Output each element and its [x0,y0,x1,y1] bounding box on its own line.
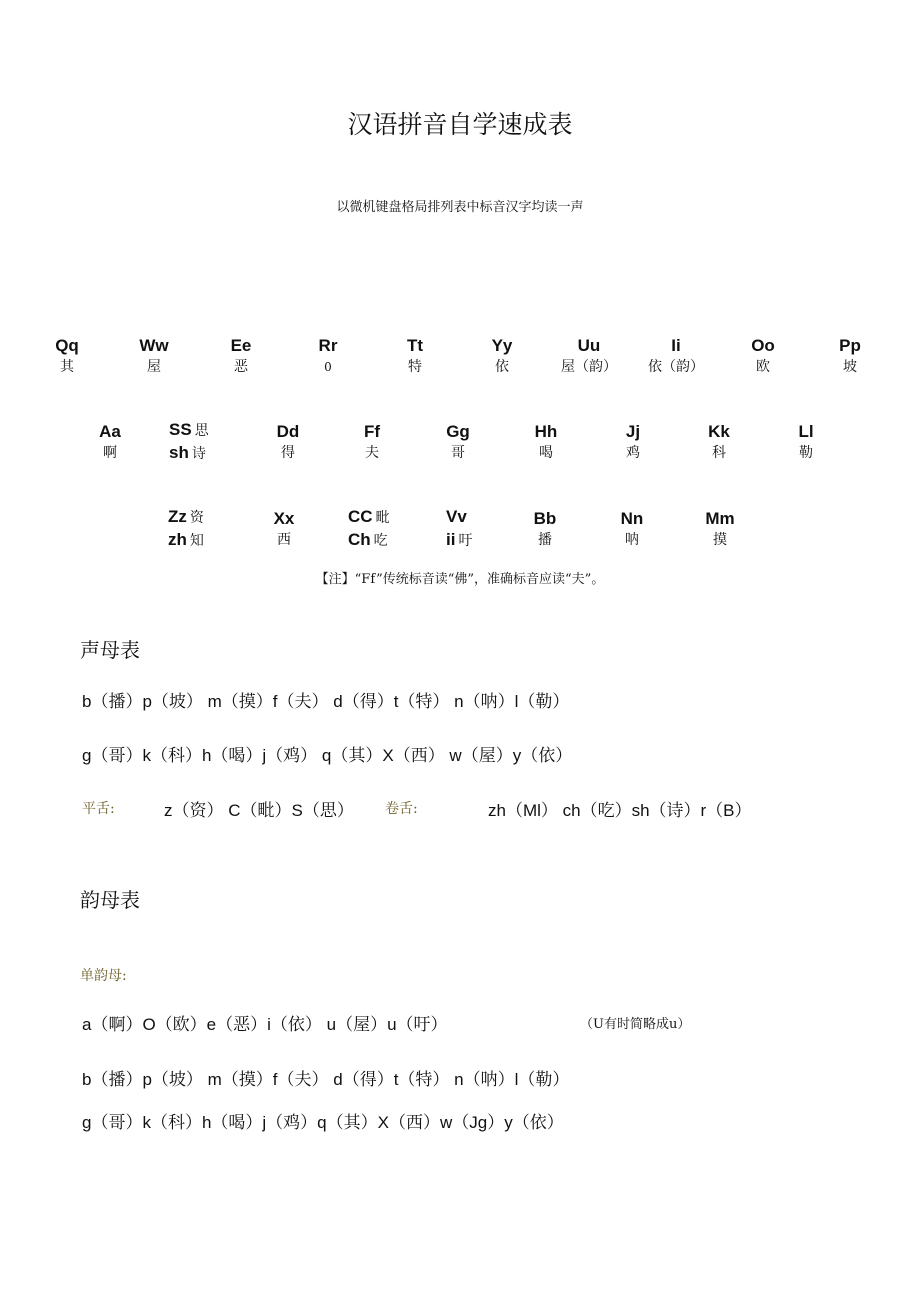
footnote: 【注】“Ff”传统标音读“佛”，准确标音应读“夫”。 [315,572,605,587]
key-h [506,422,586,464]
key-char: 特 [408,359,422,375]
key-char: 吁 [458,533,473,549]
key-letter: Rr [318,336,338,355]
key-letter: Zz [168,507,187,526]
key-letter: Hh [534,422,558,441]
key-letter: SS [169,420,192,439]
simple-finals-label: 单韵母: [80,968,127,984]
key-char: 鸡 [626,445,640,461]
key-l [766,422,846,464]
key-j [593,422,673,464]
key-letter: Ii [671,336,681,355]
key-char: 喝 [539,445,553,461]
key-char: 依 [495,359,509,375]
key-letter: Kk [708,422,730,441]
key-i [636,336,716,378]
key-char: 夫 [365,445,379,461]
key-char: 得 [281,445,295,461]
key-a [70,422,150,464]
key-char: 知 [189,533,204,549]
key-char: 资 [189,510,204,526]
key-letter: Qq [55,336,79,355]
key-o [723,336,803,378]
key-x [244,509,324,551]
key-char: 恶 [234,359,248,375]
key-letter: CC [348,507,373,526]
key-q [27,336,107,378]
key-letter: Mm [705,509,735,528]
initials-heading: 声母表 [80,638,140,662]
key-letter: Pp [839,336,861,355]
key-letter: Ll [798,422,814,441]
key-letter: Ww [139,336,169,355]
key-z [168,506,248,552]
key-char: 0 [324,360,332,374]
page-title: 汉语拼音自学速成表 [347,110,573,139]
key-char: 勒 [799,445,813,461]
key-letter: Ch [348,530,371,549]
key-letter: Vv [446,507,467,526]
key-letter: Dd [276,422,300,441]
key-s [169,419,249,465]
finals-line-1: a（啊）O（欧）e（恶）i（依） u（屋）u（吁） [82,1015,448,1034]
page-subtitle: 以微机键盘格局排列表中标音汉字均读一声 [336,200,584,215]
key-n [592,509,672,551]
key-char: 屋（韵） [561,359,617,375]
finals-line-2: b（播）p（坡） m（摸）f（夫） d（得）t（特） n（呐）l（勒） [82,1070,570,1089]
key-char: 吃 [373,533,388,549]
key-y [462,336,542,378]
key-letter: Tt [406,336,424,355]
key-g [418,422,498,464]
key-m [680,509,760,551]
key-char: 欧 [756,359,770,375]
key-char: 摸 [713,532,727,548]
key-char: 播 [538,532,552,548]
key-char: 哥 [451,445,465,461]
finals-heading: 韵母表 [80,888,140,912]
key-letter: sh [169,443,189,462]
key-letter: zh [168,530,187,549]
key-d [248,422,328,464]
key-char: 西 [277,532,291,548]
finals-line-3: g（哥）k（科）h（喝）j（鸡）q（其）X（西）w（Jg）y（依） [82,1113,564,1132]
key-letter: Ee [230,336,252,355]
initials-line-1: b（播）p（坡） m（摸）f（夫） d（得）t（特） n（呐）l（勒） [82,692,570,711]
key-e [201,336,281,378]
key-char: 依（韵） [648,359,704,375]
flat-tongue-text: z（资） C（毗）S（思） [164,801,354,820]
initials-line-2: g（哥）k（科）h（喝）j（鸡） q（其）X（西） w（屋）y（依） [82,746,573,765]
curled-tongue-label: 卷舌: [385,801,418,817]
key-b [505,509,585,551]
key-u [549,336,629,378]
key-char: 科 [712,445,726,461]
key-letter: Aa [99,422,121,441]
key-k [679,422,759,464]
key-char: 屋 [147,359,161,375]
key-char: 呐 [625,532,639,548]
key-p [810,336,890,378]
flat-tongue-label: 平舌: [82,801,115,817]
key-t [375,336,455,378]
key-letter: Ff [363,422,381,441]
curled-tongue-text: zh（Ml） ch（吃）sh（诗）r（B） [488,801,752,820]
key-letter: Uu [577,336,601,355]
key-char: 毗 [375,510,390,526]
key-char: 其 [60,359,74,375]
key-char: 坡 [843,359,857,375]
key-c [348,506,428,552]
key-letter: Bb [533,509,557,528]
key-letter: Nn [620,509,644,528]
key-w [114,336,194,378]
key-char: 思 [194,423,209,439]
key-char: 诗 [191,446,206,462]
key-f [332,422,412,464]
key-letter: Gg [446,422,470,441]
key-char: 啊 [103,445,117,461]
key-letter: ii [446,530,456,549]
key-letter: Jj [625,422,641,441]
finals-line-1-note: （U有时简略成u） [580,1017,691,1032]
key-letter: Oo [751,336,775,355]
key-letter: Yy [491,336,513,355]
key-r [288,336,368,378]
key-letter: Xx [273,509,295,528]
